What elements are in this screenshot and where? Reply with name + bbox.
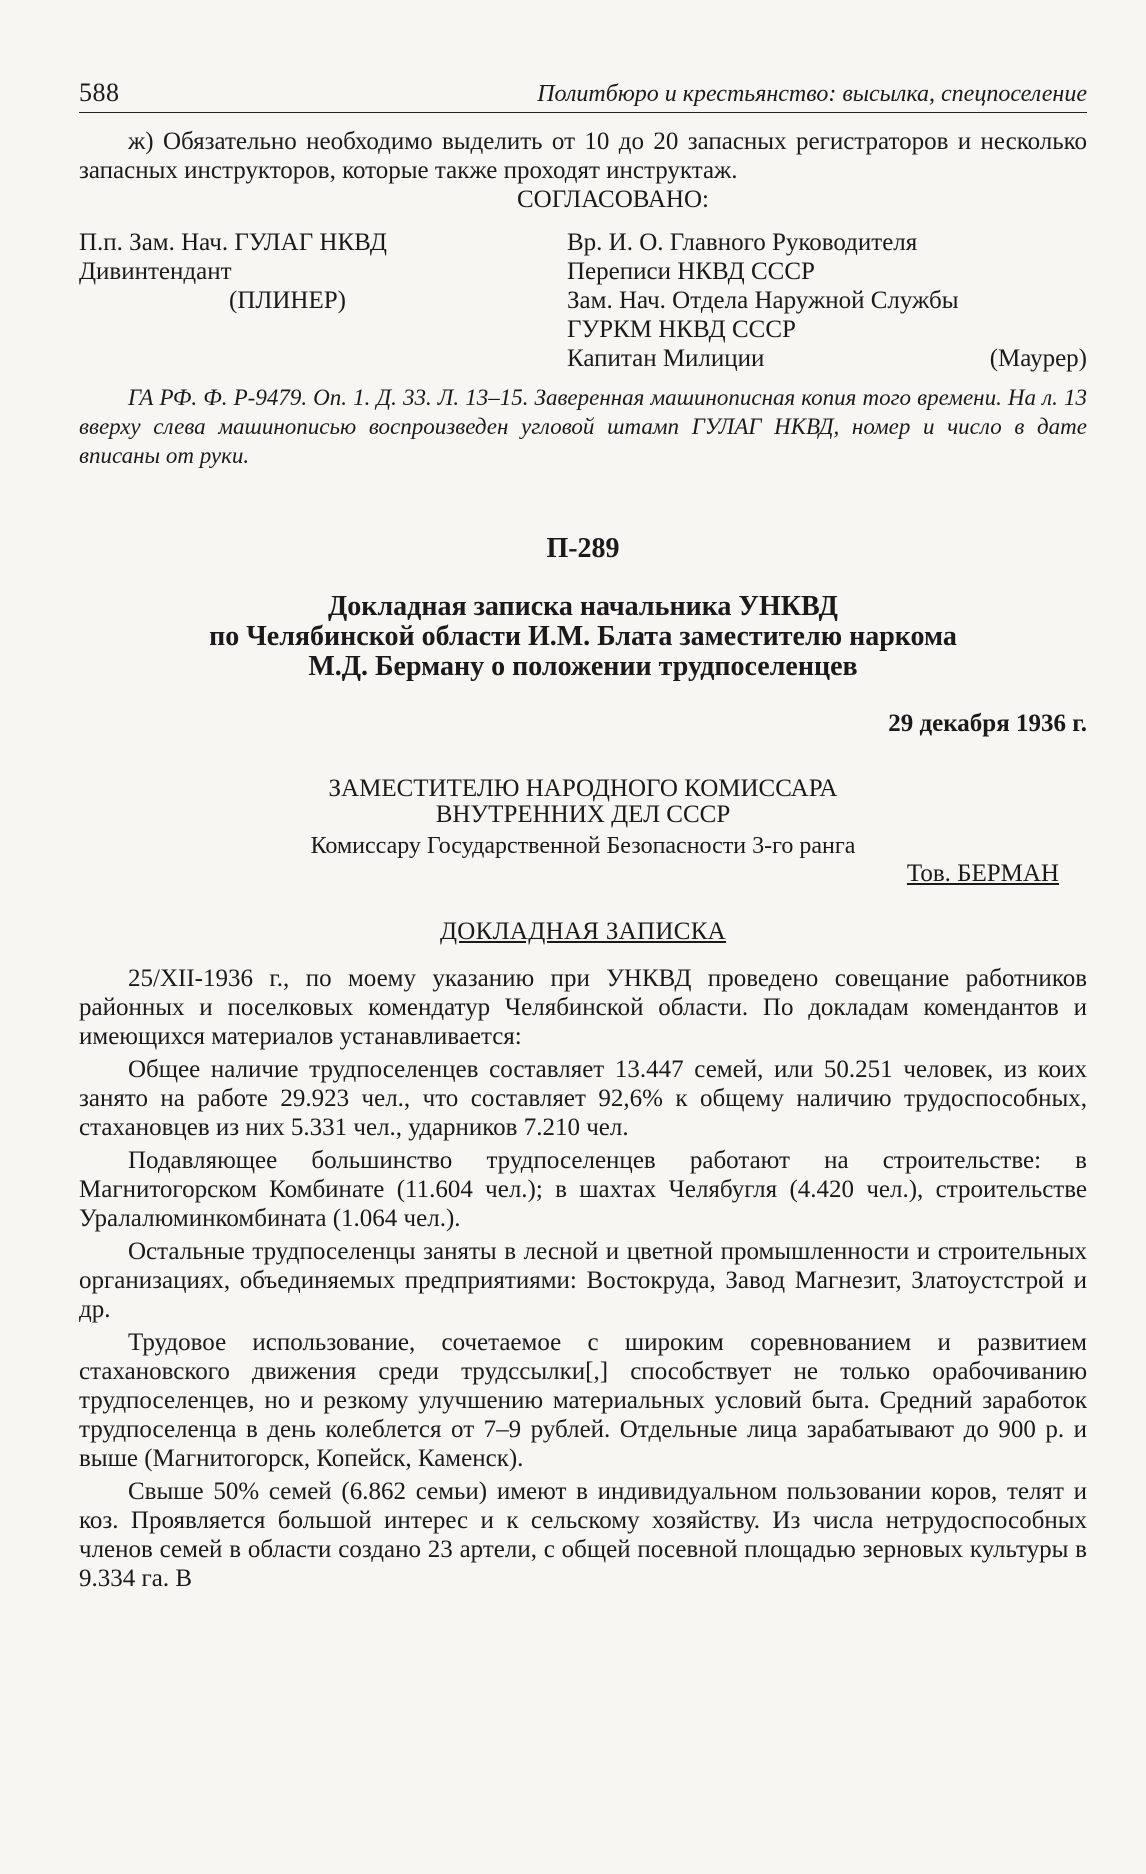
signature-right-line: Вр. И. О. Главного Руководителя [567,229,918,256]
addressee-line: ВНУТРЕННИХ ДЕЛ СССР [435,801,731,828]
signature-right-line: ГУРКМ НКВД СССР [567,316,796,343]
intro-paragraph: ж) Обязательно необходимо выделить от 10 до 20 запасных регистраторов и несколько запасных инструкторов, которые также проходят инструктаж. [79,128,1087,184]
body-paragraph: Остальные трудпоселенцы заняты в лесной и цветной промышленности и строительных организациях, объединяемых предприятиями: Востокруда, Завод Магнезит, Златоустстрой и др. [79,1238,1087,1323]
addressee-rank: Комиссару Государственной Безопасности 3-го ранга [310,833,856,859]
signature-left-line: П.п. Зам. Нач. ГУЛАГ НКВД [79,229,387,256]
signature-left-line: Дивинтендант [79,258,232,285]
report-heading-text: ДОКЛАДНАЯ ЗАПИСКА [439,918,727,945]
document-title-line: по Челябинской области И.М. Блата заместителю наркома [209,621,957,652]
signature-left [79,228,539,373]
document-title-line: М.Д. Берману о положении трудпоселенцев [308,651,858,682]
body-paragraph: Подавляющее большинство трудпоселенцев работают на строительстве: в Магнитогорском Комбинате (11.604 чел.); в шахтах Челябугля (4.420 чел.), строительстве Уралалюминкомбината (1.064 чел.). [79,1147,1087,1232]
running-title: Политбюро и крестьянство: высылка, спецпоселение [537,81,1087,107]
signature-right-line: Зам. Нач. Отдела Наружной Службы [567,287,959,314]
signature-right-name: (Маурер) [989,345,1087,372]
signature-right-rank-row [567,344,1087,373]
addressee-line: ЗАМЕСТИТЕЛЮ НАРОДНОГО КОМИССАРА [328,775,838,802]
signature-left-name: (ПЛИНЕР) [229,287,346,314]
body-paragraph: 25/XII-1936 г., по моему указанию при УНКВД проведено совещание работников районных и поселковых комендатур Челябинской области. По докладам комендантов и имеющихся материалов устанавливается: [79,965,1087,1050]
document-date: 29 декабря 1936 г. [888,710,1087,737]
agreed-label: СОГЛАСОВАНО: [516,186,709,213]
body-paragraph: Свыше 50% семей (6.862 семьи) имеют в индивидуальном пользовании коров, телят и коз. Проявляется большой интерес и к сельскому хозяйству. Из числа нетрудоспособных членов семей в области создано 23 артели, с общей посевной площадью зерновых культуры в 9.334 га. В [79,1478,1087,1592]
body-paragraph: Общее наличие трудпоселенцев составляет 13.447 семей, или 50.251 человек, из коих занято на работе 29.923 чел., что составляет 92,6% к общему наличию трудоспособных, стахановцев из них 5.331 чел., ударников 7.210 чел. [79,1056,1087,1141]
addressee-name-text: Тов. БЕРМАН [906,860,1059,887]
addressee-name [79,860,1087,888]
signature-right [567,228,1087,373]
document-title-line: Докладная записка начальника УНКВД [328,591,838,622]
signature-block [79,228,1087,373]
archive-note: ГА РФ. Ф. Р-9479. Оп. 1. Д. 33. Л. 13–15. Заверенная машинописная копия того времени. На л. 13 вверху слева машинописью воспроизведен угловой штамп ГУЛАГ НКВД, номер и число в дате вписаны от руки. [79,385,1087,468]
report-heading [79,918,1087,946]
body-paragraph: Трудовое использование, сочетаемое с широким соревнованием и развитием стахановского движения среди трудссылки[,] способствует не только орабочиванию трудпоселенцев, но и резкому улучшению материальных условий быта. Средний заработок трудпоселенца в день колеблется от 7–9 рублей. Отдельные лица зарабатывают до 900 р. и выше (Магнитогорск, Копейск, Каменск). [79,1329,1087,1472]
page-number: 588 [79,78,120,107]
signature-right-rank: Капитан Милиции [567,345,765,372]
signature-right-line: Переписи НКВД СССР [567,258,815,285]
book-page [79,64,1087,1593]
document-number: П-289 [546,533,620,564]
addressee [79,776,1087,828]
running-header [79,64,1087,113]
